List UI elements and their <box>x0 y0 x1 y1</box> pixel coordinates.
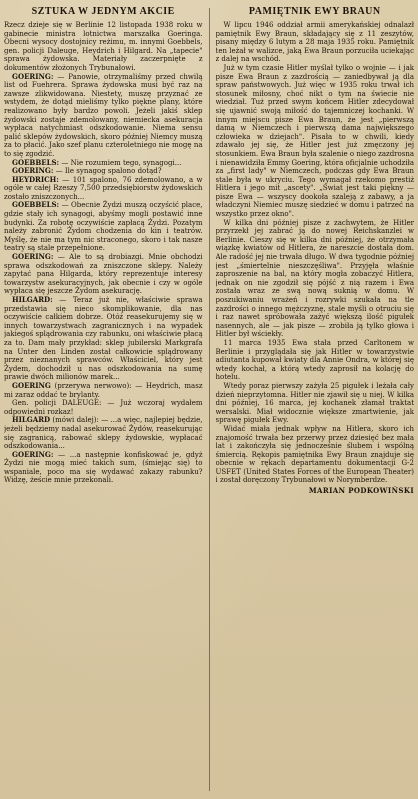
right-paragraph: 11 marca 1935 Ewa stała przed Carltonem w Berlinie i przyglądała się jak Hitler w towarzystwie adiutanta kupował kwiaty dla Annie Ondra, w której się wtedy kochał, a którą wtedy zaprosił na kolację do hotelu. <box>215 338 415 382</box>
left-paragraph <box>4 253 203 296</box>
right-paragraph: W lipcu 1946 oddział armii amerykańskiej odnalazł pamiętnik Ewy Braun, składający się z 11 zeszytów, pisany między 6 lutym a 28 maja 1935 roku. Pamiętnik ten leżał w walizce, jaką Ewa Braun porzuciła uciekając z dalej na wschód. <box>215 21 415 64</box>
paragraph-text: — 101 spalono, 76 zdemolowano, a w ogóle w całej Rzeszy 7,500 przedsiębiorstw żydowskich zostało zniszczonych... <box>4 175 203 201</box>
speaker-name: GOERING: <box>12 449 54 459</box>
right-article <box>216 6 415 795</box>
speaker-name: GOEBBELS: <box>12 200 60 210</box>
left-paragraph <box>4 73 203 159</box>
left-article <box>4 6 203 795</box>
column-divider <box>209 8 210 791</box>
right-paragraph: Wtedy poraz pierwszy zażyła 25 pigułek i leżała cały dzień nieprzytomna. Hitler nie zjawił się u niej. W kilka dni później, 16 marca, jej kochanek złamał traktat wersalski. Miał widocznie większe zmartwienie, jak sprawę pigułek Ewy. <box>215 381 415 425</box>
paragraph-text: — Ile synagog spalono dotąd? <box>53 167 162 176</box>
left-paragraph <box>4 201 203 253</box>
left-paragraph <box>4 416 203 450</box>
paragraph-text: — Nie rozumiem tego, synagogi... <box>59 158 182 167</box>
speaker-name: HILGARD: <box>12 295 53 304</box>
speaker-name: GOERING: <box>12 252 54 262</box>
speaker-name: GOERING: <box>12 166 54 176</box>
left-paragraph <box>4 399 203 416</box>
paragraph-text: — Obecnie Żydzi muszą oczyścić place, gdzie stały ich synagogi, abyśmy mogli postawić inne budynki. Za robotę oczywiście zapłacą Żydzi. Pozatym należy zabronić Żydom chodzenia do kin i teatrów. Myślę, że nie ma tym nic straconego, skoro i tak nasze teatry są stale przepełnione. <box>4 201 203 253</box>
paragraph-text: — ...a następnie konfiskować je, gdyż Żydzi nie mogą mieć takich sum, (śmiejąc się) to wspaniale, poco ma się wydawać zakazy rabunku? Widzę, żeście mnie przekonali. <box>4 450 203 485</box>
paragraph-text: — Ale to są drobiazgi. Mnie obchodzi sprawa odszkodowań za zniszczone sklepy. Należy zapytać pana Hilgarda, który reprezentuje interesy towarzystw asekuracyjnych, jak obecnie i czy w ogóle wypłaca się jeszcze Żydom asekurację. <box>4 253 203 296</box>
right-paragraph: Już w tym czasie Hitler myślał tylko o wojnie — i jak pisze Ewa Braun z zazdrością — zaniedbywał ją dla spraw państwowych. Już więc w 1935 roku trwał ich stosunek miłosny, choć nikt o tym na świecie nie wiedział. Tuż przed swym końcem Hitler zdecydował się ujawnić swoją miłość do tajemniczej kochanki. W innym miejscu pisze Ewa Braun, że jest „pierwszą damą w Niemczech i pierwszą dama największego człowieka w dziejach". Pisała to w chwili, kiedy zdawało jej się, że Hitler jest już zmęczony jej stosunkiem. Ewa Braun była szalenie o niego zazdrosna i nienawidziła Emmy Goering, która oficjalnie uchodziła za „first lady" w Niemczech, podczas gdy Ewa Braun stale była w ukryciu. Tego wymagał rzekomo prestiż Hitlera i jego mit „ascety". „Świat jest taki piękny — pisze Ewa — wszyscy dookoła szaleją z zabawy, a ja władczyni Niemiec muszę siedzieć w domu i patrzeć na wszystko przez okno". <box>215 63 415 219</box>
right-article-title: PAMIĘTNIK EWY BRAUN <box>248 6 381 17</box>
right-article-body <box>216 21 415 485</box>
paragraph-text: — Panowie, otrzymaliśmy przed chwilą list od Fuehrera. Sprawa żydowska musi być raz na zawsze zlikwidowana. Niestety, muszę przyznać ze wstydem, że dotąd mieliśmy tylko piękne plany, które realizowano były bardzo powoli. Jeżeli jakiś sklep żydowski zostaje zdemolowany, niemiecka asekuracja wypłaca natychmiast odszkodowanie. Niema sensu palić sklepów żydowskich, skoro później Niemcy muszą za to płacić. Jako szef planu czteroletniego nie mogę na to się zgodzić. <box>4 72 203 158</box>
speaker-name: GOERING: <box>12 71 54 81</box>
left-paragraph <box>4 21 203 73</box>
speaker-name: HEYDRICH: <box>12 174 59 184</box>
left-paragraph <box>4 382 203 399</box>
left-paragraph <box>4 296 203 382</box>
speaker-name: GOEBBELS: <box>12 157 60 167</box>
author-signature: MARIAN PODKOWIŃSKI <box>308 486 415 496</box>
speaker-name: HILGARD <box>12 415 51 425</box>
right-paragraph: Widać miała jednak wpływ na Hitlera, skoro ich znajomość trwała bez przerwy przez dziesięć bez mała lat i zakończyła się jednocześnie ślubem i wspólną śmiercią. Rękopis pamiętnika Ewy Braun znajduje się obecnie w rękach departamentu dokumentacji G-2 USFET (United States Forces of the European Theater) i został doręczony Trybunałowi w Norymberdze. <box>215 424 415 485</box>
paragraph-text: (przerywa nerwowo): — Heydrich, masz mi zaraz oddać te brylanty. <box>4 381 203 399</box>
paragraph-text: Rzecz dzieje się w Berlinie 12 listopada 1938 roku w gabinecie ministra lotnictwa marszałka Goeringa. Obecni wysocy dostojnicy reżimu, m. innymi Goebbels, gen. policji Daleuge, Heydrich i Hilgard. Na „tapecie" sprawa żydowska. Materiały zaczerpnięte z dokumentów złożonych Trybunałowi. <box>4 21 203 72</box>
left-article-body <box>4 21 203 485</box>
paragraph-text: (mówi dalej): — ...a więc, najlepiej będzie, jeżeli będziemy nadal asekurować Żydów, reasekurując się zagranicą, rabować sklepy żydowskie, wypłacać odszkodowania... <box>4 416 203 451</box>
right-paragraph: W kilka dni później pisze z zachwytem, że Hitler przyrzekł jej zabrać ją do nowej Reichskanzlei w Berlinie. Cieszy się w kilka dni później, że otrzymała wiązkę kwiatów od Hitlera, że nareszcie dostała dom. Ale radość jej nie trwała długo. W dwa tygodnie później jest „śmiertelnie nieszczęśliwa". Przyjęła właśnie zaproszenie na bal, na który mogła zobaczyć Hitlera, jednak on nie zgodził się pójść z nią razem i Ewa została wraz ze swą nową suknią w domu. W poszukiwaniu wrażeń i rozrywki szukała na tle zazdrości o innego mężczyznę, stale myśli o otruciu się i raz nawet spróbowała zażyć większą ilość pigułek nasennych, ale — jak pisze — zrobiła ją tylko głowa i Hitler był wściekły. <box>215 218 415 339</box>
speaker-name: GOERING <box>12 380 51 390</box>
left-paragraph <box>4 451 203 485</box>
article-columns <box>4 6 414 795</box>
paragraph-text: — Teraz już nie, właściwie sprawa przedstawia się nieco skomplikowanie, dla nas oczywiście całkiem dobrze. Otóż reasekurujemy się w innych towarzystwach zagranicznych i na wypadek jakiegoś splądrowania czy rabunku, oni właściwie płacą za to. Dam mały przykład: sklep jubilerski Markgrafa na Unter den Linden został całkowicie splądrowany przez nieznanych sprawców. Właściciel, który jest Żydem, dochodził u nas odszkodowania na sumę prawie dwóch milionów marek... <box>4 296 203 382</box>
left-article-title: SZTUKA W JEDNYM AKCIE <box>31 6 175 17</box>
left-paragraph <box>4 176 203 202</box>
paragraph-text: Gen. policji DALEUGE: — Już wczoraj wydałem odpowiedni rozkaz! <box>4 399 203 416</box>
